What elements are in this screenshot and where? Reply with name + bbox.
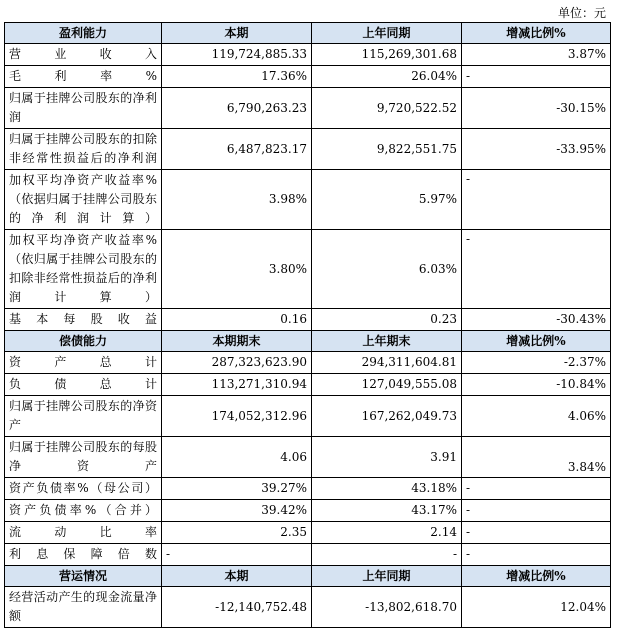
value-cell: -13,802,618.70: [312, 587, 462, 628]
table-row: [5, 544, 611, 566]
value-cell: 2.14: [312, 522, 462, 544]
value-cell: 43.17%: [312, 500, 462, 522]
value-cell: -30.15%: [462, 88, 611, 129]
table-row: [5, 66, 611, 88]
value-cell: -12,140,752.48: [162, 587, 312, 628]
value-cell: 9,822,551.75: [312, 129, 462, 170]
value-cell: 115,269,301.68: [312, 44, 462, 66]
value-cell: 6.03%: [312, 230, 462, 309]
row-label: 归属于挂牌公司股东的每股净资产: [5, 437, 162, 478]
value-cell: -: [462, 170, 611, 230]
header-cell: 上年同期: [312, 23, 462, 44]
value-cell: -30.43%: [462, 309, 611, 331]
row-label: 资产负债率%（合并）: [5, 500, 162, 522]
value-cell: 4.06: [162, 437, 312, 478]
table-row: [5, 230, 611, 309]
value-cell: 3.80%: [162, 230, 312, 309]
header-cell: 增减比例%: [462, 331, 611, 352]
value-cell: 3.87%: [462, 44, 611, 66]
value-cell: -33.95%: [462, 129, 611, 170]
table-row: [5, 587, 611, 628]
header-cell: 上年期末: [312, 331, 462, 352]
value-cell: 0.23: [312, 309, 462, 331]
table-row: [5, 88, 611, 129]
value-cell: 5.97%: [312, 170, 462, 230]
table-row: [5, 170, 611, 230]
value-cell: 26.04%: [312, 66, 462, 88]
row-label: 负债总计: [5, 374, 162, 396]
value-cell: 43.18%: [312, 478, 462, 500]
value-cell: 17.36%: [162, 66, 312, 88]
table-row: [5, 500, 611, 522]
value-cell: 6,790,263.23: [162, 88, 312, 129]
value-cell: -: [462, 230, 611, 309]
section-header-profitability: [5, 23, 611, 44]
header-cell: 偿债能力: [5, 331, 162, 352]
value-cell: 39.27%: [162, 478, 312, 500]
row-label: 资产负债率%（母公司）: [5, 478, 162, 500]
value-cell: 127,049,555.08: [312, 374, 462, 396]
row-label: 归属于挂牌公司股东的扣除非经常性损益后的净利润: [5, 129, 162, 170]
value-cell: 294,311,604.81: [312, 352, 462, 374]
header-cell: 上年同期: [312, 566, 462, 587]
row-label: 加权平均净资产收益率%（依归属于挂牌公司股东的扣除非经常性损益后的净利润计算）: [5, 230, 162, 309]
table-row: [5, 437, 611, 478]
value-cell: -: [462, 66, 611, 88]
section-header-solvency: [5, 331, 611, 352]
row-label: 流动比率: [5, 522, 162, 544]
header-cell: 营运情况: [5, 566, 162, 587]
financial-table: [4, 22, 611, 628]
row-label: 营业收入: [5, 44, 162, 66]
row-label: 基本每股收益: [5, 309, 162, 331]
header-cell: 盈利能力: [5, 23, 162, 44]
row-label: 归属于挂牌公司股东的净利润: [5, 88, 162, 129]
value-cell: 287,323,623.90: [162, 352, 312, 374]
table-row: [5, 352, 611, 374]
value-cell: -: [462, 522, 611, 544]
value-cell: 3.84%: [462, 437, 611, 478]
header-cell: 增减比例%: [462, 23, 611, 44]
row-label: 归属于挂牌公司股东的净资产: [5, 396, 162, 437]
row-label: 资产总计: [5, 352, 162, 374]
row-label: 毛利率%: [5, 66, 162, 88]
header-cell: 本期期末: [162, 331, 312, 352]
header-cell: 本期: [162, 23, 312, 44]
row-label: 利息保障倍数: [5, 544, 162, 566]
value-cell: -: [462, 544, 611, 566]
value-cell: 2.35: [162, 522, 312, 544]
row-label: 经营活动产生的现金流量净额: [5, 587, 162, 628]
row-label: 加权平均净资产收益率%（依据归属于挂牌公司股东的净利润计算）: [5, 170, 162, 230]
table-row: [5, 522, 611, 544]
value-cell: -10.84%: [462, 374, 611, 396]
value-cell: 4.06%: [462, 396, 611, 437]
value-cell: 113,271,310.94: [162, 374, 312, 396]
table-row: [5, 44, 611, 66]
header-cell: 增减比例%: [462, 566, 611, 587]
value-cell: 6,487,823.17: [162, 129, 312, 170]
value-cell: 0.16: [162, 309, 312, 331]
value-cell: 12.04%: [462, 587, 611, 628]
value-cell: -: [462, 500, 611, 522]
value-cell: -2.37%: [462, 352, 611, 374]
value-cell: -: [162, 544, 312, 566]
value-cell: -: [462, 478, 611, 500]
value-cell: 3.98%: [162, 170, 312, 230]
value-cell: 39.42%: [162, 500, 312, 522]
value-cell: -: [312, 544, 462, 566]
section-header-operations: [5, 566, 611, 587]
table-row: [5, 129, 611, 170]
unit-label: 单位：元: [557, 6, 606, 20]
value-cell: 9,720,522.52: [312, 88, 462, 129]
value-cell: 167,262,049.73: [312, 396, 462, 437]
table-row: [5, 374, 611, 396]
header-cell: 本期: [162, 566, 312, 587]
table-row: [5, 396, 611, 437]
table-row: [5, 478, 611, 500]
value-cell: 174,052,312.96: [162, 396, 312, 437]
value-cell: 119,724,885.33: [162, 44, 312, 66]
value-cell: 3.91: [312, 437, 462, 478]
table-row: [5, 309, 611, 331]
